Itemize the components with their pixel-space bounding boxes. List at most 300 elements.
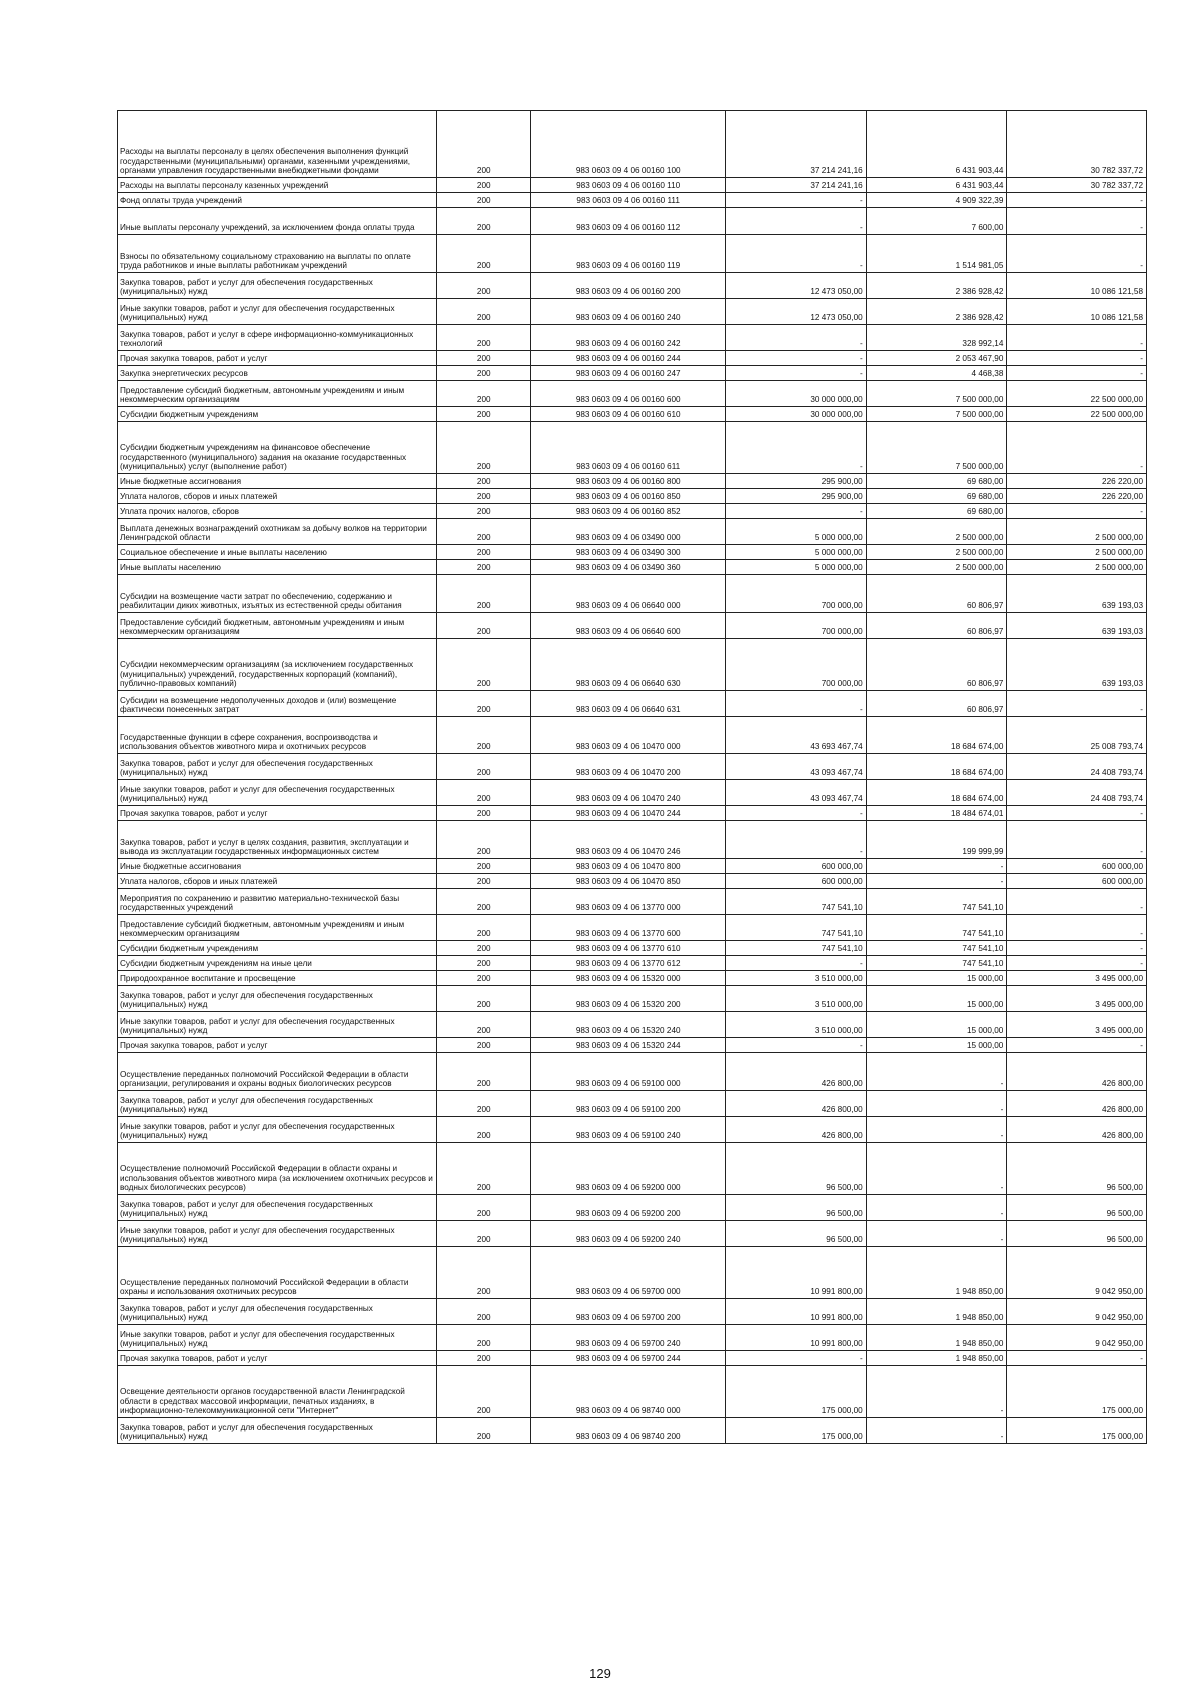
row-name-cell: Иные закупки товаров, работ и услуг для обеспечения государственных (муниципальных) нужд <box>118 1325 437 1351</box>
row-name-cell: Освещение деятельности органов государственной власти Ленинградской области в средствах массовой информации, печатных изданиях, в информационно-телекоммуникационной сети "Интернет" <box>118 1366 437 1418</box>
row-name-cell: Социальное обеспечение и иные выплаты населению <box>118 545 437 560</box>
unexecuted-amount-cell: - <box>1007 504 1147 519</box>
table-row <box>118 208 1147 235</box>
unexecuted-amount-cell: 3 495 000,00 <box>1007 1012 1147 1038</box>
executed-amount-cell: 1 514 981,05 <box>866 235 1007 273</box>
unexecuted-amount-cell: 426 800,00 <box>1007 1053 1147 1091</box>
unexecuted-amount-cell: 2 500 000,00 <box>1007 519 1147 545</box>
table-row <box>118 178 1147 193</box>
row-code-cell: 200 <box>437 859 531 874</box>
executed-amount-cell: - <box>866 874 1007 889</box>
row-kbk-cell: 983 0603 09 4 06 10470 246 <box>531 821 726 859</box>
executed-amount-cell: 7 600,00 <box>866 208 1007 235</box>
executed-amount-cell: - <box>866 1195 1007 1221</box>
row-name-cell: Субсидии на возмещение части затрат по обеспечению, содержанию и реабилитации диких животных, изъятых из естественной среды обитания <box>118 575 437 613</box>
executed-amount-cell: 2 500 000,00 <box>866 545 1007 560</box>
row-name-cell: Иные выплаты персоналу учреждений, за исключением фонда оплаты труда <box>118 208 437 235</box>
table-row <box>118 351 1147 366</box>
table-row <box>118 1247 1147 1299</box>
approved-amount-cell: 96 500,00 <box>726 1221 867 1247</box>
approved-amount-cell: 747 541,10 <box>726 889 867 915</box>
row-code-cell: 200 <box>437 1351 531 1366</box>
row-kbk-cell: 983 0603 09 4 06 00160 200 <box>531 273 726 299</box>
row-name-cell: Государственные функции в сфере сохранения, воспроизводства и использования объектов животного мира и охотничьих ресурсов <box>118 717 437 754</box>
row-name-cell: Осуществление полномочий Российской Федерации в области охраны и использования объектов животного мира (за исключением охотничьих ресурсов и водных биологических ресурсов) <box>118 1143 437 1195</box>
row-kbk-cell: 983 0603 09 4 06 00160 850 <box>531 489 726 504</box>
row-kbk-cell: 983 0603 09 4 06 13770 000 <box>531 889 726 915</box>
table-row <box>118 956 1147 971</box>
unexecuted-amount-cell: 9 042 950,00 <box>1007 1247 1147 1299</box>
unexecuted-amount-cell: 30 782 337,72 <box>1007 111 1147 178</box>
row-code-cell: 200 <box>437 1299 531 1325</box>
table-row <box>118 1053 1147 1091</box>
row-name-cell: Закупка товаров, работ и услуг для обеспечения государственных (муниципальных) нужд <box>118 1195 437 1221</box>
executed-amount-cell: 18 684 674,00 <box>866 780 1007 806</box>
approved-amount-cell: 43 093 467,74 <box>726 780 867 806</box>
row-code-cell: 200 <box>437 560 531 575</box>
approved-amount-cell: 700 000,00 <box>726 613 867 639</box>
row-code-cell: 200 <box>437 545 531 560</box>
executed-amount-cell: 747 541,10 <box>866 915 1007 941</box>
executed-amount-cell: 4 468,38 <box>866 366 1007 381</box>
page-number: 129 <box>589 1666 611 1681</box>
unexecuted-amount-cell: 25 008 793,74 <box>1007 717 1147 754</box>
executed-amount-cell: 2 053 467,90 <box>866 351 1007 366</box>
row-name-cell: Закупка товаров, работ и услуг для обеспечения государственных (муниципальных) нужд <box>118 1299 437 1325</box>
table-row <box>118 639 1147 691</box>
row-kbk-cell: 983 0603 09 4 06 10470 244 <box>531 806 726 821</box>
table-row <box>118 560 1147 575</box>
row-name-cell: Закупка товаров, работ и услуг для обеспечения государственных (муниципальных) нужд <box>118 273 437 299</box>
table-row <box>118 504 1147 519</box>
approved-amount-cell: 10 991 800,00 <box>726 1247 867 1299</box>
executed-amount-cell: 2 386 928,42 <box>866 273 1007 299</box>
executed-amount-cell: 15 000,00 <box>866 971 1007 986</box>
executed-amount-cell: 4 909 322,39 <box>866 193 1007 208</box>
approved-amount-cell: - <box>726 235 867 273</box>
row-code-cell: 200 <box>437 717 531 754</box>
unexecuted-amount-cell: 600 000,00 <box>1007 859 1147 874</box>
row-code-cell: 200 <box>437 821 531 859</box>
row-name-cell: Природоохранное воспитание и просвещение <box>118 971 437 986</box>
executed-amount-cell: 7 500 000,00 <box>866 407 1007 422</box>
row-code-cell: 200 <box>437 575 531 613</box>
approved-amount-cell: 43 693 467,74 <box>726 717 867 754</box>
row-code-cell: 200 <box>437 1325 531 1351</box>
executed-amount-cell: - <box>866 1117 1007 1143</box>
row-code-cell: 200 <box>437 422 531 474</box>
table-row <box>118 1221 1147 1247</box>
executed-amount-cell: 69 680,00 <box>866 504 1007 519</box>
row-code-cell: 200 <box>437 1012 531 1038</box>
table-row <box>118 1418 1147 1444</box>
executed-amount-cell: 60 806,97 <box>866 613 1007 639</box>
approved-amount-cell: 3 510 000,00 <box>726 1012 867 1038</box>
executed-amount-cell: - <box>866 1366 1007 1418</box>
row-kbk-cell: 983 0603 09 4 06 00160 800 <box>531 474 726 489</box>
row-kbk-cell: 983 0603 09 4 06 06640 631 <box>531 691 726 717</box>
table-row <box>118 1195 1147 1221</box>
row-kbk-cell: 983 0603 09 4 06 00160 100 <box>531 111 726 178</box>
row-kbk-cell: 983 0603 09 4 06 59700 000 <box>531 1247 726 1299</box>
row-name-cell: Расходы на выплаты персоналу казенных учреждений <box>118 178 437 193</box>
row-kbk-cell: 983 0603 09 4 06 13770 600 <box>531 915 726 941</box>
table-row <box>118 299 1147 325</box>
table-row <box>118 941 1147 956</box>
row-code-cell: 200 <box>437 754 531 780</box>
executed-amount-cell: 2 386 928,42 <box>866 299 1007 325</box>
row-code-cell: 200 <box>437 235 531 273</box>
unexecuted-amount-cell: 22 500 000,00 <box>1007 381 1147 407</box>
row-kbk-cell: 983 0603 09 4 06 15320 244 <box>531 1038 726 1053</box>
unexecuted-amount-cell: - <box>1007 193 1147 208</box>
unexecuted-amount-cell: 22 500 000,00 <box>1007 407 1147 422</box>
row-kbk-cell: 983 0603 09 4 06 59100 240 <box>531 1117 726 1143</box>
row-name-cell: Субсидии на возмещение недополученных доходов и (или) возмещение фактически понесенных затрат <box>118 691 437 717</box>
executed-amount-cell: 1 948 850,00 <box>866 1325 1007 1351</box>
unexecuted-amount-cell: - <box>1007 351 1147 366</box>
unexecuted-amount-cell: 3 495 000,00 <box>1007 986 1147 1012</box>
row-name-cell: Осуществление переданных полномочий Российской Федерации в области охраны и использования охотничьих ресурсов <box>118 1247 437 1299</box>
unexecuted-amount-cell: 226 220,00 <box>1007 489 1147 504</box>
executed-amount-cell: 6 431 903,44 <box>866 178 1007 193</box>
approved-amount-cell: 96 500,00 <box>726 1143 867 1195</box>
row-code-cell: 200 <box>437 325 531 351</box>
unexecuted-amount-cell: - <box>1007 325 1147 351</box>
row-kbk-cell: 983 0603 09 4 06 59700 240 <box>531 1325 726 1351</box>
table-row <box>118 111 1147 178</box>
table-row <box>118 366 1147 381</box>
unexecuted-amount-cell: - <box>1007 235 1147 273</box>
row-name-cell: Осуществление переданных полномочий Российской Федерации в области организации, регулирования и охраны водных биологических ресурсов <box>118 1053 437 1091</box>
unexecuted-amount-cell: 175 000,00 <box>1007 1418 1147 1444</box>
table-row <box>118 1299 1147 1325</box>
executed-amount-cell: - <box>866 1143 1007 1195</box>
approved-amount-cell: 30 000 000,00 <box>726 381 867 407</box>
row-kbk-cell: 983 0603 09 4 06 00160 242 <box>531 325 726 351</box>
approved-amount-cell: - <box>726 208 867 235</box>
table-row <box>118 915 1147 941</box>
row-name-cell: Мероприятия по сохранению и развитию материально-технической базы государственных учреждений <box>118 889 437 915</box>
row-kbk-cell: 983 0603 09 4 06 00160 852 <box>531 504 726 519</box>
approved-amount-cell: 295 900,00 <box>726 489 867 504</box>
executed-amount-cell: 6 431 903,44 <box>866 111 1007 178</box>
row-name-cell: Предоставление субсидий бюджетным, автономным учреждениям и иным некоммерческим организациям <box>118 613 437 639</box>
approved-amount-cell: 700 000,00 <box>726 639 867 691</box>
row-name-cell: Закупка товаров, работ и услуг в сфере информационно-коммуникационных технологий <box>118 325 437 351</box>
executed-amount-cell: 747 541,10 <box>866 889 1007 915</box>
approved-amount-cell: - <box>726 691 867 717</box>
approved-amount-cell: 10 991 800,00 <box>726 1299 867 1325</box>
row-name-cell: Прочая закупка товаров, работ и услуг <box>118 1038 437 1053</box>
unexecuted-amount-cell: 175 000,00 <box>1007 1366 1147 1418</box>
row-kbk-cell: 983 0603 09 4 06 00160 244 <box>531 351 726 366</box>
row-kbk-cell: 983 0603 09 4 06 03490 000 <box>531 519 726 545</box>
row-kbk-cell: 983 0603 09 4 06 10470 000 <box>531 717 726 754</box>
executed-amount-cell: 2 500 000,00 <box>866 519 1007 545</box>
executed-amount-cell: 747 541,10 <box>866 941 1007 956</box>
approved-amount-cell: - <box>726 821 867 859</box>
table-row <box>118 381 1147 407</box>
approved-amount-cell: 12 473 050,00 <box>726 273 867 299</box>
table-row <box>118 235 1147 273</box>
executed-amount-cell: 69 680,00 <box>866 489 1007 504</box>
row-kbk-cell: 983 0603 09 4 06 00160 247 <box>531 366 726 381</box>
row-kbk-cell: 983 0603 09 4 06 13770 612 <box>531 956 726 971</box>
row-kbk-cell: 983 0603 09 4 06 59100 200 <box>531 1091 726 1117</box>
table-body <box>118 111 1147 1444</box>
row-code-cell: 200 <box>437 1117 531 1143</box>
table-row <box>118 806 1147 821</box>
row-code-cell: 200 <box>437 1091 531 1117</box>
executed-amount-cell: 60 806,97 <box>866 575 1007 613</box>
executed-amount-cell: 1 948 850,00 <box>866 1351 1007 1366</box>
unexecuted-amount-cell: - <box>1007 208 1147 235</box>
row-code-cell: 200 <box>437 273 531 299</box>
executed-amount-cell: 328 992,14 <box>866 325 1007 351</box>
row-code-cell: 200 <box>437 639 531 691</box>
row-code-cell: 200 <box>437 613 531 639</box>
row-kbk-cell: 983 0603 09 4 06 00160 610 <box>531 407 726 422</box>
executed-amount-cell: 18 684 674,00 <box>866 717 1007 754</box>
row-name-cell: Иные выплаты населению <box>118 560 437 575</box>
unexecuted-amount-cell: 600 000,00 <box>1007 874 1147 889</box>
row-code-cell: 200 <box>437 1053 531 1091</box>
approved-amount-cell: 43 093 467,74 <box>726 754 867 780</box>
row-name-cell: Субсидии бюджетным учреждениям <box>118 407 437 422</box>
approved-amount-cell: - <box>726 325 867 351</box>
approved-amount-cell: - <box>726 351 867 366</box>
table-row <box>118 1038 1147 1053</box>
approved-amount-cell: 5 000 000,00 <box>726 519 867 545</box>
row-name-cell: Предоставление субсидий бюджетным, автономным учреждениям и иным некоммерческим организациям <box>118 381 437 407</box>
row-name-cell: Фонд оплаты труда учреждений <box>118 193 437 208</box>
row-name-cell: Субсидии бюджетным учреждениям на финансовое обеспечение государственного (муниципального) задания на оказание государственных (муниципальных) услуг (выполнение работ) <box>118 422 437 474</box>
row-kbk-cell: 983 0603 09 4 06 06640 600 <box>531 613 726 639</box>
approved-amount-cell: - <box>726 422 867 474</box>
approved-amount-cell: - <box>726 1038 867 1053</box>
row-kbk-cell: 983 0603 09 4 06 59700 244 <box>531 1351 726 1366</box>
unexecuted-amount-cell: - <box>1007 821 1147 859</box>
row-kbk-cell: 983 0603 09 4 06 00160 600 <box>531 381 726 407</box>
approved-amount-cell: - <box>726 366 867 381</box>
executed-amount-cell: - <box>866 1221 1007 1247</box>
executed-amount-cell: 69 680,00 <box>866 474 1007 489</box>
executed-amount-cell: 18 484 674,01 <box>866 806 1007 821</box>
table-row <box>118 325 1147 351</box>
unexecuted-amount-cell: 9 042 950,00 <box>1007 1325 1147 1351</box>
approved-amount-cell: - <box>726 1351 867 1366</box>
row-code-cell: 200 <box>437 111 531 178</box>
unexecuted-amount-cell: 10 086 121,58 <box>1007 273 1147 299</box>
approved-amount-cell: 10 991 800,00 <box>726 1325 867 1351</box>
row-kbk-cell: 983 0603 09 4 06 98740 200 <box>531 1418 726 1444</box>
row-code-cell: 200 <box>437 691 531 717</box>
executed-amount-cell: 7 500 000,00 <box>866 422 1007 474</box>
row-name-cell: Иные закупки товаров, работ и услуг для обеспечения государственных (муниципальных) нужд <box>118 780 437 806</box>
unexecuted-amount-cell: 30 782 337,72 <box>1007 178 1147 193</box>
row-code-cell: 200 <box>437 1143 531 1195</box>
approved-amount-cell: 175 000,00 <box>726 1418 867 1444</box>
row-kbk-cell: 983 0603 09 4 06 00160 240 <box>531 299 726 325</box>
table-row <box>118 889 1147 915</box>
executed-amount-cell: 1 948 850,00 <box>866 1299 1007 1325</box>
unexecuted-amount-cell: 2 500 000,00 <box>1007 560 1147 575</box>
table-row <box>118 407 1147 422</box>
row-name-cell: Иные закупки товаров, работ и услуг для обеспечения государственных (муниципальных) нужд <box>118 299 437 325</box>
row-kbk-cell: 983 0603 09 4 06 98740 000 <box>531 1366 726 1418</box>
row-code-cell: 200 <box>437 1195 531 1221</box>
unexecuted-amount-cell: 96 500,00 <box>1007 1143 1147 1195</box>
executed-amount-cell: 15 000,00 <box>866 1012 1007 1038</box>
row-name-cell: Уплата налогов, сборов и иных платежей <box>118 489 437 504</box>
unexecuted-amount-cell: - <box>1007 941 1147 956</box>
row-code-cell: 200 <box>437 1418 531 1444</box>
row-kbk-cell: 983 0603 09 4 06 00160 611 <box>531 422 726 474</box>
row-code-cell: 200 <box>437 474 531 489</box>
row-code-cell: 200 <box>437 1038 531 1053</box>
table-row <box>118 874 1147 889</box>
unexecuted-amount-cell: - <box>1007 1351 1147 1366</box>
budget-execution-table <box>117 110 1147 1444</box>
unexecuted-amount-cell: - <box>1007 1038 1147 1053</box>
executed-amount-cell: 18 684 674,00 <box>866 754 1007 780</box>
row-name-cell: Закупка товаров, работ и услуг для обеспечения государственных (муниципальных) нужд <box>118 986 437 1012</box>
row-code-cell: 200 <box>437 366 531 381</box>
row-kbk-cell: 983 0603 09 4 06 59100 000 <box>531 1053 726 1091</box>
unexecuted-amount-cell: - <box>1007 806 1147 821</box>
approved-amount-cell: 37 214 241,16 <box>726 111 867 178</box>
row-code-cell: 200 <box>437 806 531 821</box>
row-kbk-cell: 983 0603 09 4 06 10470 800 <box>531 859 726 874</box>
unexecuted-amount-cell: 426 800,00 <box>1007 1091 1147 1117</box>
row-name-cell: Закупка товаров, работ и услуг для обеспечения государственных (муниципальных) нужд <box>118 754 437 780</box>
unexecuted-amount-cell: - <box>1007 691 1147 717</box>
row-kbk-cell: 983 0603 09 4 06 59700 200 <box>531 1299 726 1325</box>
unexecuted-amount-cell: 426 800,00 <box>1007 1117 1147 1143</box>
row-name-cell: Иные бюджетные ассигнования <box>118 859 437 874</box>
row-code-cell: 200 <box>437 489 531 504</box>
approved-amount-cell: 426 800,00 <box>726 1117 867 1143</box>
executed-amount-cell: 15 000,00 <box>866 1038 1007 1053</box>
approved-amount-cell: 5 000 000,00 <box>726 545 867 560</box>
approved-amount-cell: - <box>726 806 867 821</box>
row-kbk-cell: 983 0603 09 4 06 15320 240 <box>531 1012 726 1038</box>
unexecuted-amount-cell: - <box>1007 422 1147 474</box>
table-row <box>118 986 1147 1012</box>
row-code-cell: 200 <box>437 874 531 889</box>
approved-amount-cell: 12 473 050,00 <box>726 299 867 325</box>
row-name-cell: Расходы на выплаты персоналу в целях обеспечения выполнения функций государственными (муниципальными) органами, казенными учреждениями, органами управления государственными внебюджетными фондами <box>118 111 437 178</box>
unexecuted-amount-cell: 639 193,03 <box>1007 639 1147 691</box>
approved-amount-cell: 37 214 241,16 <box>726 178 867 193</box>
row-kbk-cell: 983 0603 09 4 06 10470 200 <box>531 754 726 780</box>
row-name-cell: Закупка товаров, работ и услуг для обеспечения государственных (муниципальных) нужд <box>118 1418 437 1444</box>
row-kbk-cell: 983 0603 09 4 06 03490 360 <box>531 560 726 575</box>
executed-amount-cell: 7 500 000,00 <box>866 381 1007 407</box>
unexecuted-amount-cell: - <box>1007 956 1147 971</box>
row-code-cell: 200 <box>437 178 531 193</box>
table-row <box>118 545 1147 560</box>
row-kbk-cell: 983 0603 09 4 06 10470 240 <box>531 780 726 806</box>
row-kbk-cell: 983 0603 09 4 06 06640 630 <box>531 639 726 691</box>
row-code-cell: 200 <box>437 208 531 235</box>
table-row <box>118 1143 1147 1195</box>
row-kbk-cell: 983 0603 09 4 06 13770 610 <box>531 941 726 956</box>
approved-amount-cell: - <box>726 504 867 519</box>
table-row <box>118 273 1147 299</box>
row-code-cell: 200 <box>437 381 531 407</box>
row-kbk-cell: 983 0603 09 4 06 03490 300 <box>531 545 726 560</box>
row-name-cell: Выплата денежных вознаграждений охотникам за добычу волков на территории Ленинградской области <box>118 519 437 545</box>
table-row <box>118 821 1147 859</box>
row-name-cell: Уплата прочих налогов, сборов <box>118 504 437 519</box>
unexecuted-amount-cell: 96 500,00 <box>1007 1195 1147 1221</box>
row-kbk-cell: 983 0603 09 4 06 00160 112 <box>531 208 726 235</box>
table-row <box>118 1366 1147 1418</box>
unexecuted-amount-cell: 226 220,00 <box>1007 474 1147 489</box>
table-row <box>118 1351 1147 1366</box>
unexecuted-amount-cell: 3 495 000,00 <box>1007 971 1147 986</box>
table-row <box>118 1012 1147 1038</box>
unexecuted-amount-cell: - <box>1007 915 1147 941</box>
row-code-cell: 200 <box>437 915 531 941</box>
table-row <box>118 1325 1147 1351</box>
row-kbk-cell: 983 0603 09 4 06 00160 111 <box>531 193 726 208</box>
executed-amount-cell: 60 806,97 <box>866 639 1007 691</box>
unexecuted-amount-cell: 24 408 793,74 <box>1007 780 1147 806</box>
row-code-cell: 200 <box>437 986 531 1012</box>
executed-amount-cell: 60 806,97 <box>866 691 1007 717</box>
row-code-cell: 200 <box>437 299 531 325</box>
unexecuted-amount-cell: 2 500 000,00 <box>1007 545 1147 560</box>
executed-amount-cell: 747 541,10 <box>866 956 1007 971</box>
table-row <box>118 474 1147 489</box>
row-code-cell: 200 <box>437 1366 531 1418</box>
executed-amount-cell: - <box>866 1091 1007 1117</box>
table-row <box>118 717 1147 754</box>
row-name-cell: Прочая закупка товаров, работ и услуг <box>118 806 437 821</box>
row-kbk-cell: 983 0603 09 4 06 59200 200 <box>531 1195 726 1221</box>
approved-amount-cell: 426 800,00 <box>726 1091 867 1117</box>
unexecuted-amount-cell: - <box>1007 889 1147 915</box>
executed-amount-cell: 2 500 000,00 <box>866 560 1007 575</box>
row-code-cell: 200 <box>437 1221 531 1247</box>
row-kbk-cell: 983 0603 09 4 06 00160 110 <box>531 178 726 193</box>
approved-amount-cell: 5 000 000,00 <box>726 560 867 575</box>
table-row <box>118 971 1147 986</box>
row-code-cell: 200 <box>437 351 531 366</box>
table-row <box>118 780 1147 806</box>
unexecuted-amount-cell: 639 193,03 <box>1007 575 1147 613</box>
table-row <box>118 489 1147 504</box>
table-row <box>118 422 1147 474</box>
row-name-cell: Прочая закупка товаров, работ и услуг <box>118 1351 437 1366</box>
row-name-cell: Субсидии некоммерческим организациям (за исключением государственных (муниципальных) учреждений, государственных корпораций (компаний), публично-правовых компаний) <box>118 639 437 691</box>
approved-amount-cell: 96 500,00 <box>726 1195 867 1221</box>
executed-amount-cell: - <box>866 1418 1007 1444</box>
row-name-cell: Предоставление субсидий бюджетным, автономным учреждениям и иным некоммерческим организациям <box>118 915 437 941</box>
approved-amount-cell: 3 510 000,00 <box>726 986 867 1012</box>
row-kbk-cell: 983 0603 09 4 06 10470 850 <box>531 874 726 889</box>
approved-amount-cell: 600 000,00 <box>726 874 867 889</box>
row-name-cell: Иные закупки товаров, работ и услуг для обеспечения государственных (муниципальных) нужд <box>118 1012 437 1038</box>
approved-amount-cell: 600 000,00 <box>726 859 867 874</box>
unexecuted-amount-cell: - <box>1007 366 1147 381</box>
row-code-cell: 200 <box>437 889 531 915</box>
row-kbk-cell: 983 0603 09 4 06 59200 240 <box>531 1221 726 1247</box>
row-name-cell: Иные бюджетные ассигнования <box>118 474 437 489</box>
